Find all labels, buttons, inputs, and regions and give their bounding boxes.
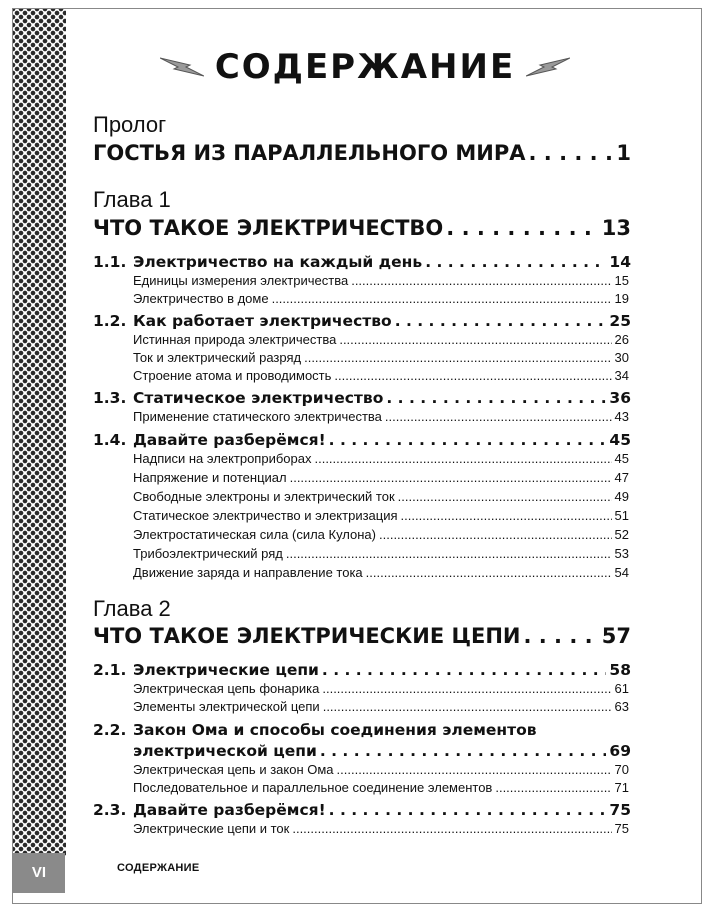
section-title: Закон Ома и способы соединения элементов <box>133 721 537 739</box>
item-title: Электрическая цепь и закон Ома <box>133 762 334 777</box>
dot-leader <box>425 253 606 271</box>
toc-item[interactable] <box>133 368 629 383</box>
section-number: 1.3. <box>93 389 127 407</box>
dot-leader <box>366 565 612 580</box>
toc-item[interactable] <box>133 350 629 365</box>
dot-leader <box>446 216 598 240</box>
dot-leader <box>386 389 606 407</box>
item-title: Статическое электричество и электризация <box>133 508 398 523</box>
dot-leader <box>395 312 607 330</box>
toc-section-1-1[interactable] <box>93 253 631 271</box>
dot-leader <box>329 801 607 819</box>
section-page: 75 <box>609 801 631 819</box>
lightning-right-icon <box>526 54 570 80</box>
item-page: 71 <box>614 780 629 795</box>
item-title: Единицы измерения электричества <box>133 273 349 288</box>
dot-leader <box>385 409 612 424</box>
section-title: Как работает электричество <box>133 312 392 330</box>
item-title: Строение атома и проводимость <box>133 368 332 383</box>
toc-item[interactable] <box>133 780 629 795</box>
item-title: Последовательное и параллельное соединение элементов <box>133 780 493 795</box>
toc-item[interactable] <box>133 291 629 306</box>
item-title: Электрические цепи и ток <box>133 821 290 836</box>
item-title: Элементы электрической цепи <box>133 699 320 714</box>
dot-leader <box>351 273 611 288</box>
entry-title: ЧТО ТАКОЕ ЭЛЕКТРИЧЕСКИЕ ЦЕПИ <box>93 624 521 648</box>
section-title: Давайте разберёмся! <box>133 431 326 449</box>
page-number-badge: VI <box>13 853 65 893</box>
toc-item[interactable] <box>133 527 629 542</box>
item-page: 51 <box>614 508 629 523</box>
dot-leader <box>292 821 611 836</box>
section-title: Статическое электричество <box>133 389 384 407</box>
toc-item[interactable] <box>133 508 629 523</box>
dot-leader <box>272 291 612 306</box>
entry-title: ЧТО ТАКОЕ ЭЛЕКТРИЧЕСТВО <box>93 216 444 240</box>
toc-section-2-1[interactable] <box>93 661 631 679</box>
dotted-margin-strip <box>13 9 66 857</box>
section-number: 1.4. <box>93 431 127 449</box>
item-page: 49 <box>614 489 629 504</box>
toc-item[interactable] <box>133 762 629 777</box>
dot-leader <box>523 624 598 648</box>
item-page: 34 <box>614 368 629 383</box>
section-number: 1.1. <box>93 253 127 271</box>
item-title: Движение заряда и направление тока <box>133 565 363 580</box>
toc-item[interactable] <box>133 409 629 424</box>
chapter-2-label: Глава 2 <box>93 596 171 621</box>
section-number: 2.2. <box>93 721 127 739</box>
item-page: 26 <box>614 332 629 347</box>
item-page: 75 <box>614 821 629 836</box>
dot-leader <box>329 431 607 449</box>
dot-leader <box>322 661 607 679</box>
dot-leader <box>495 780 611 795</box>
toc-section-2-3[interactable] <box>93 801 631 819</box>
entry-page: 13 <box>601 216 631 240</box>
item-page: 52 <box>614 527 629 542</box>
dot-leader <box>286 546 612 561</box>
section-page: 45 <box>609 431 631 449</box>
item-title: Ток и электрический разряд <box>133 350 302 365</box>
toc-item[interactable] <box>133 565 629 580</box>
item-page: 30 <box>614 350 629 365</box>
section-number: 2.1. <box>93 661 127 679</box>
dot-leader <box>322 681 611 696</box>
item-page: 70 <box>614 762 629 777</box>
dot-leader <box>314 451 611 466</box>
entry-title: ГОСТЬЯ ИЗ ПАРАЛЛЕЛЬНОГО МИРА <box>93 141 526 165</box>
section-page: 58 <box>609 661 631 679</box>
item-title: Применение статического электричества <box>133 409 382 424</box>
section-page: 14 <box>609 253 631 271</box>
entry-page: 57 <box>601 624 631 648</box>
prologue-label: Пролог <box>93 112 167 137</box>
dot-leader <box>337 762 612 777</box>
dot-leader <box>320 742 607 760</box>
section-number: 2.3. <box>93 801 127 819</box>
dot-leader <box>323 699 612 714</box>
toc-section-2-2-line1[interactable] <box>93 721 537 739</box>
item-page: 45 <box>614 451 629 466</box>
item-page: 54 <box>614 565 629 580</box>
item-page: 19 <box>614 291 629 306</box>
chapter-1-label: Глава 1 <box>93 187 171 212</box>
item-title: Трибоэлектрический ряд <box>133 546 283 561</box>
toc-section-2-2-line2[interactable] <box>133 742 631 760</box>
lightning-left-icon <box>160 54 204 80</box>
toc-item[interactable] <box>133 699 629 714</box>
item-title: Электрическая цепь фонарика <box>133 681 320 696</box>
item-page: 47 <box>614 470 629 485</box>
toc-item[interactable] <box>133 451 629 466</box>
page-title: СОДЕРЖАНИЕ <box>214 47 516 87</box>
section-number: 1.2. <box>93 312 127 330</box>
item-page: 53 <box>614 546 629 561</box>
section-title: электрической цепи <box>133 742 317 760</box>
item-title: Электростатическая сила (сила Кулона) <box>133 527 376 542</box>
toc-item[interactable] <box>133 681 629 696</box>
item-title: Напряжение и потенциал <box>133 470 287 485</box>
dot-leader <box>290 470 612 485</box>
section-page: 25 <box>609 312 631 330</box>
dot-leader <box>398 489 612 504</box>
running-footer-title: СОДЕРЖАНИЕ <box>117 862 200 874</box>
toc-entry-chapter-2[interactable] <box>93 624 631 648</box>
item-page: 63 <box>614 699 629 714</box>
item-page: 15 <box>614 273 629 288</box>
section-title: Электрические цепи <box>133 661 319 679</box>
dot-leader <box>339 332 611 347</box>
entry-page: 1 <box>616 141 631 165</box>
toc-item[interactable] <box>133 821 629 836</box>
item-title: Свободные электроны и электрический ток <box>133 489 395 504</box>
dot-leader <box>401 508 612 523</box>
toc-item[interactable] <box>133 489 629 504</box>
toc-item[interactable] <box>133 273 629 288</box>
toc-entry-prologue[interactable] <box>93 141 631 165</box>
toc-item[interactable] <box>133 332 629 347</box>
contents-heading <box>160 42 570 92</box>
section-title: Давайте разберёмся! <box>133 801 326 819</box>
toc-item[interactable] <box>133 546 629 561</box>
section-page: 36 <box>609 389 631 407</box>
toc-item[interactable] <box>133 470 629 485</box>
toc-section-1-3[interactable] <box>93 389 631 407</box>
toc-section-1-4[interactable] <box>93 431 631 449</box>
item-title: Истинная природа электричества <box>133 332 337 347</box>
item-title: Надписи на электроприборах <box>133 451 312 466</box>
dot-leader <box>304 350 611 365</box>
dot-leader <box>334 368 611 383</box>
item-page: 43 <box>614 409 629 424</box>
toc-section-1-2[interactable] <box>93 312 631 330</box>
section-title: Электричество на каждый день <box>133 253 423 271</box>
dot-leader <box>529 141 614 165</box>
item-page: 61 <box>614 681 629 696</box>
item-title: Электричество в доме <box>133 291 269 306</box>
toc-entry-chapter-1[interactable] <box>93 216 631 240</box>
dot-leader <box>379 527 612 542</box>
section-page: 69 <box>609 742 631 760</box>
